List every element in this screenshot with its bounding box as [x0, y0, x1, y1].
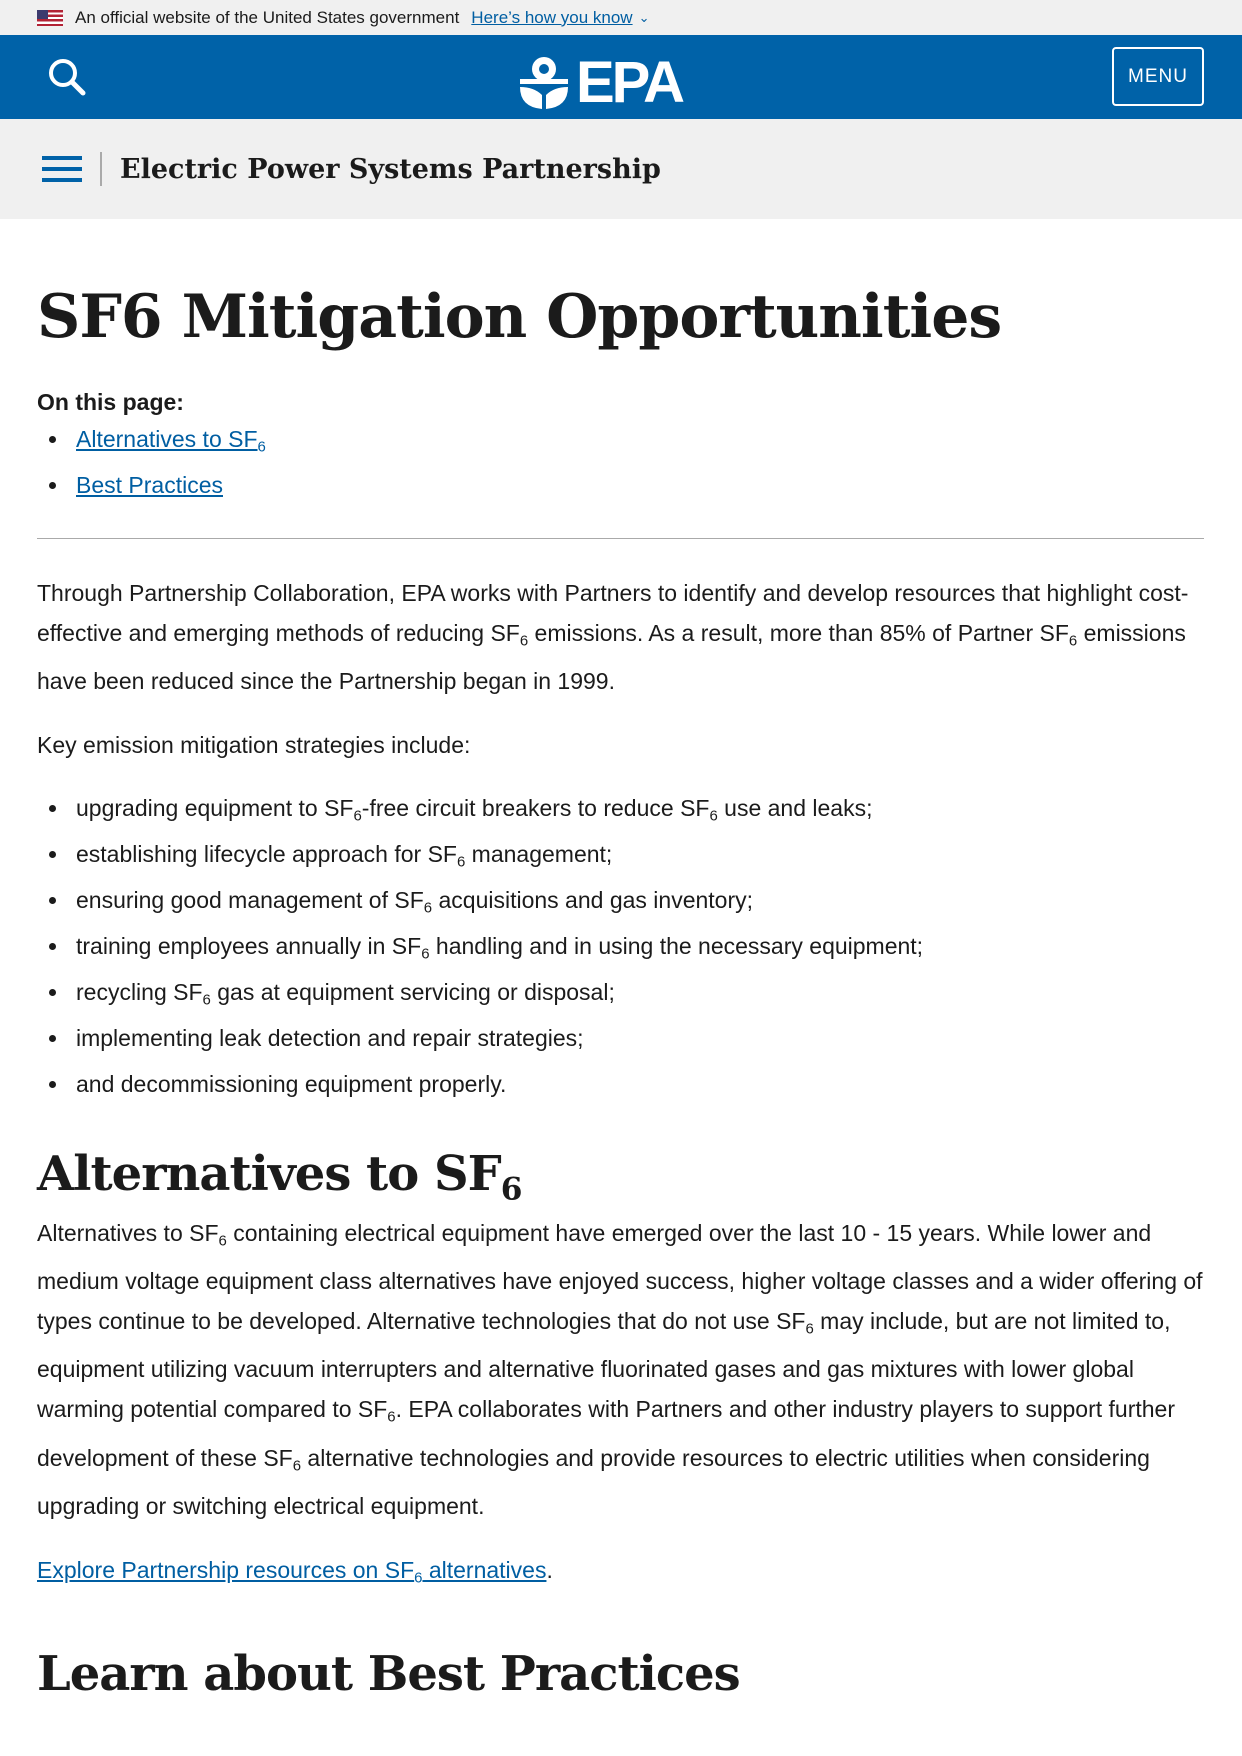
- hamburger-icon[interactable]: [42, 156, 82, 182]
- chevron-down-icon[interactable]: ⌄: [638, 9, 650, 25]
- explore-paragraph: Explore Partnership resources on $SF_6$ alternatives.: [37, 1557, 553, 1587]
- list-item: and decommissioning equipment properly.: [37, 1061, 1205, 1107]
- list-item: establishing lifecycle approach for $SF_6$ management;: [37, 831, 1205, 877]
- intro-paragraph: Through Partnership Collaboration, EPA works with Partners to identify and develop resources that highlight cost-effective and emerging methods of reducing $SF_6$ emissions. As a result, more than 85% of Partner $SF_6$ emissions have been reduced since the Partnership began in 1999.: [37, 580, 1189, 695]
- list-item: recycling $SF_6$ gas at equipment servicing or disposal;: [37, 969, 1205, 1015]
- page-title: SF6 Mitigation Opportunities: [37, 282, 1002, 352]
- how-you-know-link[interactable]: Here’s how you know: [471, 7, 633, 27]
- us-flag-icon: [37, 10, 63, 26]
- list-item: ensuring good management of $SF_6$ acquisitions and gas inventory;: [37, 877, 1205, 923]
- gov-banner: [0, 0, 1242, 35]
- strategies-list: [37, 785, 1205, 1107]
- list-item: implementing leak detection and repair strategies;: [37, 1015, 1205, 1061]
- search-icon[interactable]: [45, 55, 89, 99]
- subnav-bar: [0, 119, 1242, 219]
- site-header: [0, 35, 1242, 119]
- divider: [100, 152, 102, 186]
- divider: [37, 538, 1204, 539]
- alternatives-heading: Alternatives to $SF_6$: [37, 1146, 522, 1208]
- toc-item: [37, 462, 1205, 508]
- toc-list: [37, 416, 1205, 508]
- partnership-title[interactable]: Electric Power Systems Partnership: [120, 153, 661, 185]
- epa-logo[interactable]: [516, 49, 682, 116]
- on-this-page-label: On this page:: [37, 389, 184, 415]
- toc-link-alternatives[interactable]: Alternatives to $SF_6$: [76, 426, 266, 456]
- alternatives-paragraph: Alternatives to $SF_6$ containing electrical equipment have emerged over the last 10 - 15 years. While lower and medium voltage equipment class alternatives have enjoyed success, higher voltage classes and a wider offering of types continue to be developed. Alternative technologies that do not use $SF_6$ may include, but are not limited to, equipment utilizing vacuum interrupters and alternative fluorinated gases and gas mixtures with lower global warming potential compared to $SF_6$. EPA collaborates with Partners and other industry players to support further development of these $SF_6$ alternative technologies and provide resources to electric utilities when considering upgrading or switching electrical equipment.: [37, 1219, 1203, 1520]
- explore-resources-link[interactable]: Explore Partnership resources on $SF_6$ alternatives: [37, 1557, 547, 1587]
- list-item: upgrading equipment to $SF_6$-free circuit breakers to reduce $SF_6$ use and leaks;: [37, 785, 1205, 831]
- key-strategies-intro: Key emission mitigation strategies include:: [37, 732, 471, 759]
- menu-button[interactable]: MENU: [1112, 47, 1204, 106]
- gov-banner-text: An official website of the United States government: [75, 7, 460, 27]
- list-item: training employees annually in $SF_6$ handling and in using the necessary equipment;: [37, 923, 1205, 969]
- toc-item: [37, 416, 1205, 462]
- best-practices-heading: Learn about Best Practices: [37, 1645, 740, 1702]
- toc-link-best-practices[interactable]: Best Practices: [76, 472, 223, 498]
- epa-logo-text: EPA: [576, 50, 682, 115]
- epa-flower-icon: [516, 55, 572, 111]
